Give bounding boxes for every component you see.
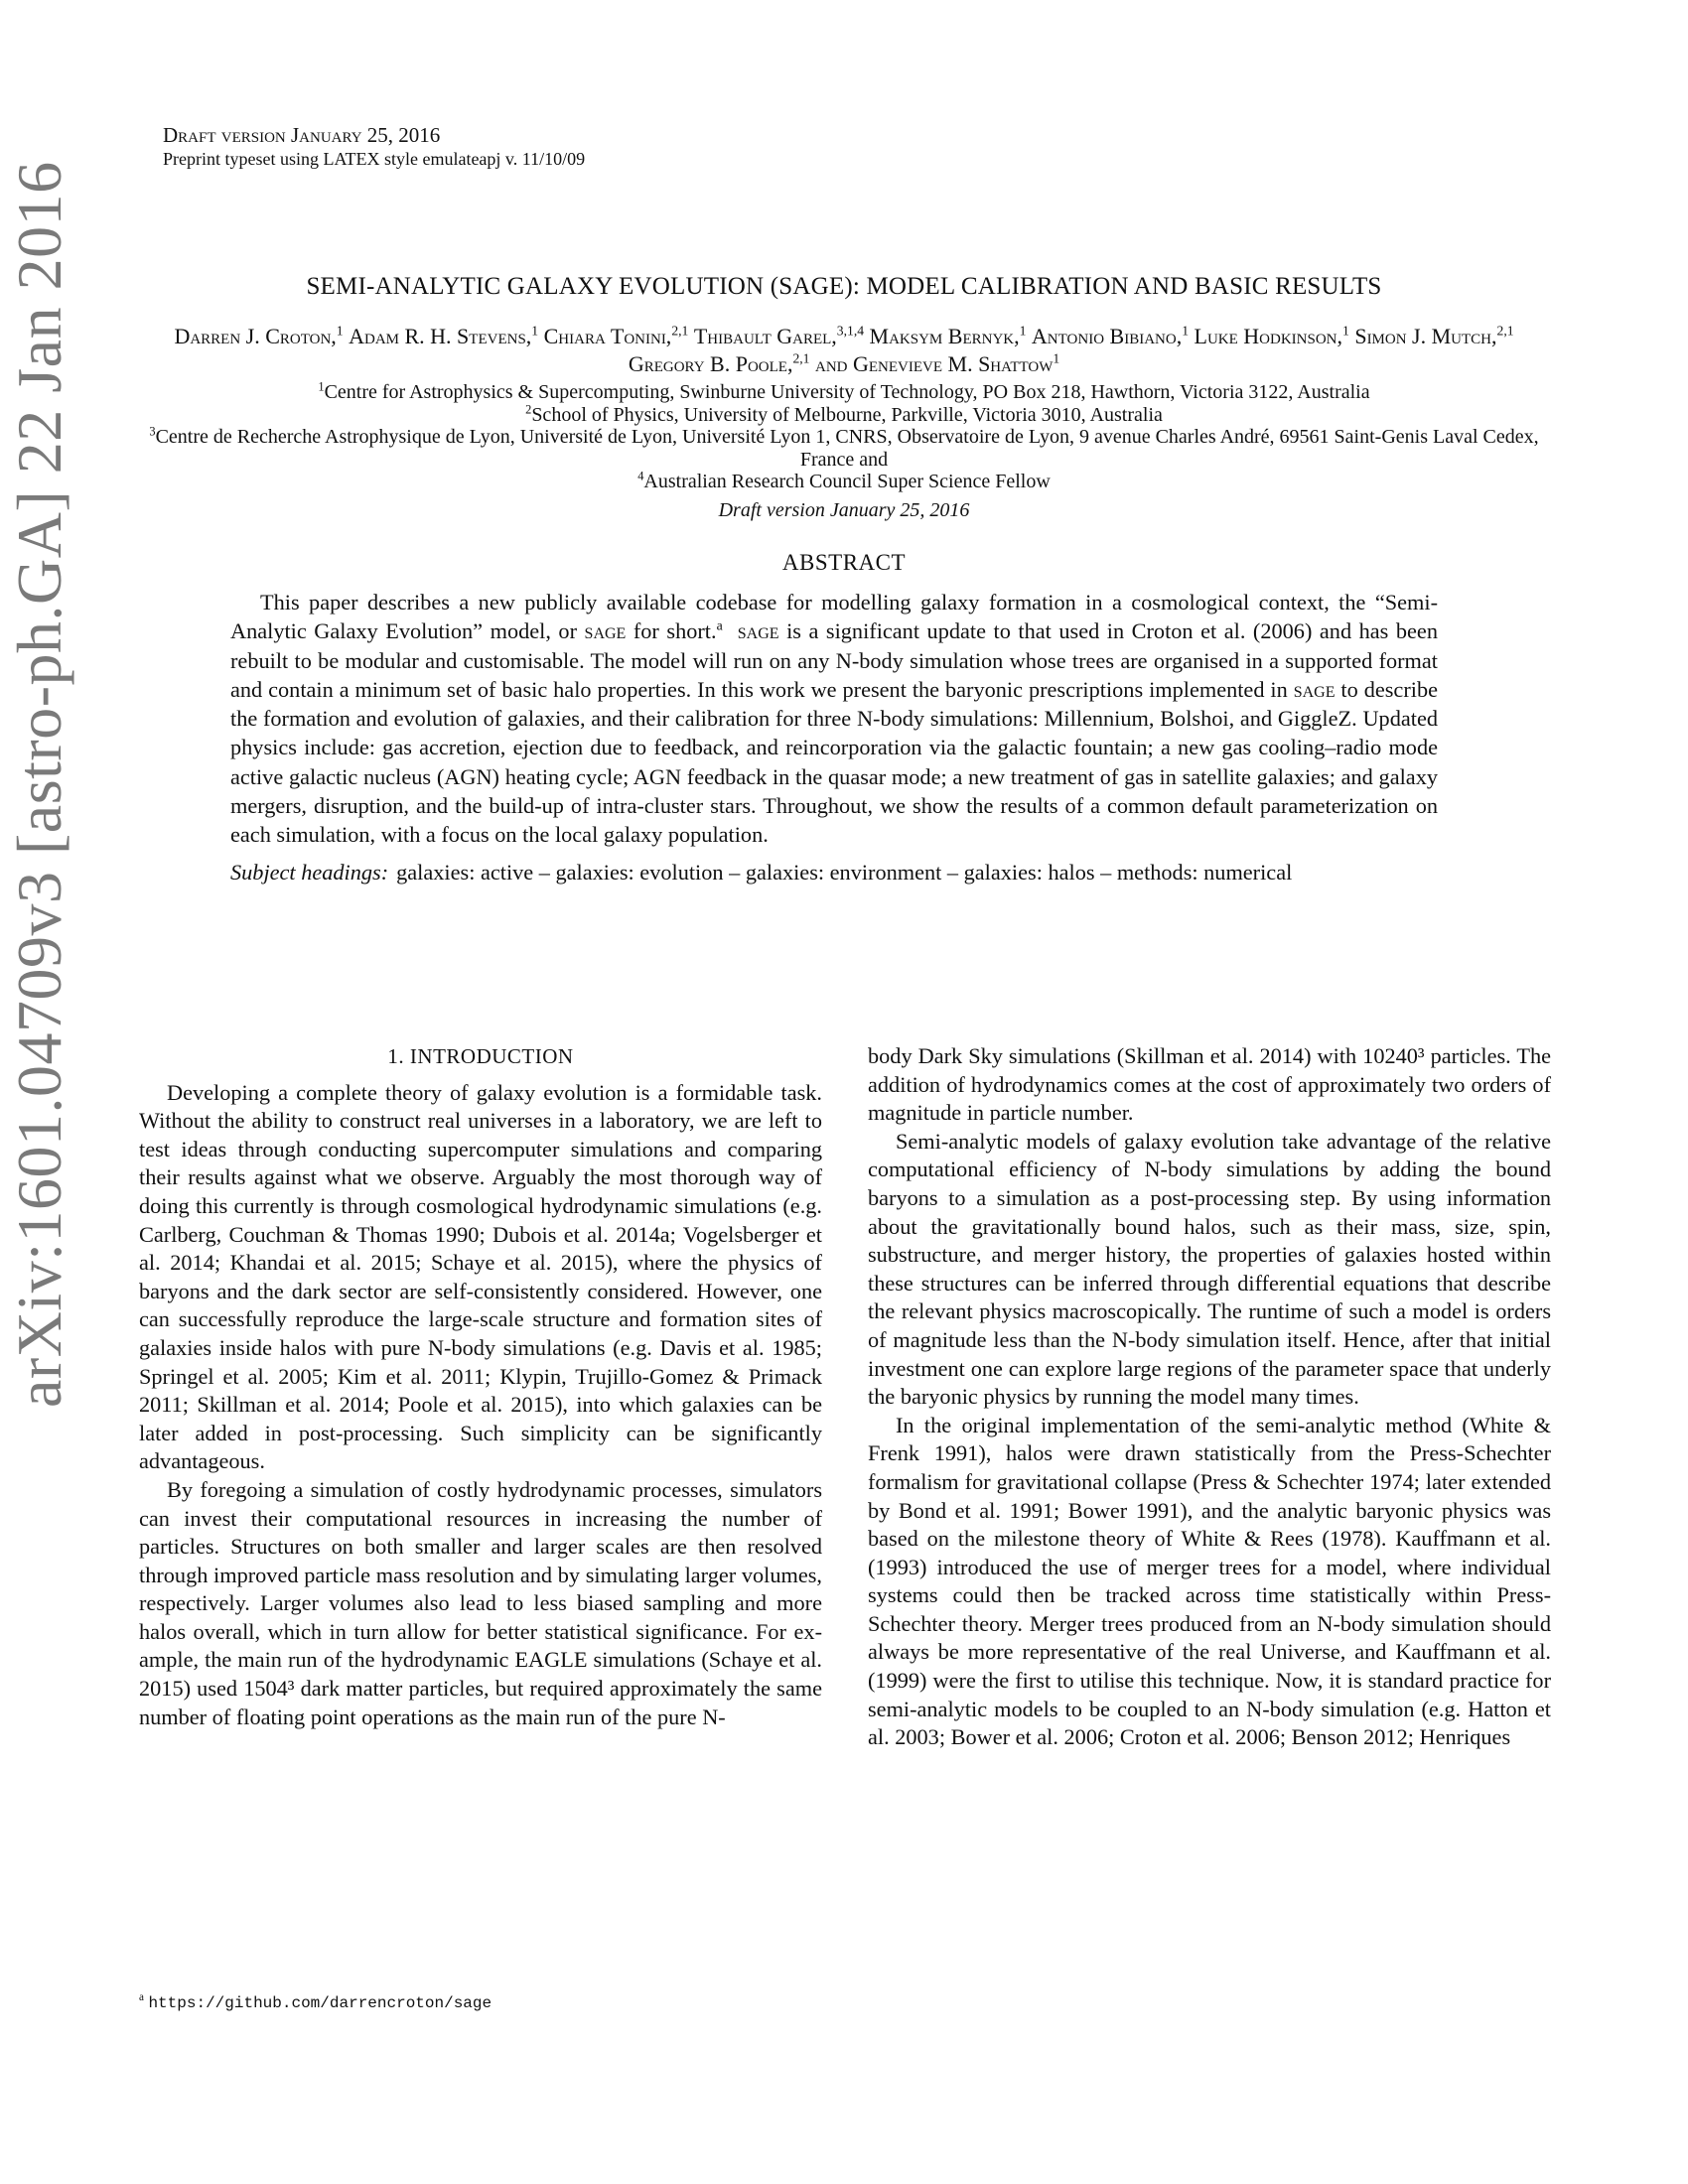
affiliation-marker: 1: [1342, 323, 1349, 339]
affiliation-number: 2: [525, 401, 532, 416]
body-paragraph: Developing a complete theory of galaxy evolution is a formidable task. Without the ability to construct real universes in a laboratory, we are left to test ideas through conducting supercomputer simulations and comparing their results against what we observe. Arguably the most thorough way of doing this currently is through cosmological hydrodynamic simulations (e.g. Carlberg, Couchman & Thomas 1990; Dubois et al. 2014a; Vogelsberger et al. 2014; Khandai et al. 2015; Schaye et al. 2015), where the physics of baryons and the dark sector are self-consistently considered. However, one can successfully reproduce the large-scale structure and formation sites of galaxies inside halos with pure N-body simulations (e.g. Davis et al. 1985; Springel et al. 2005; Kim et al. 2011; Klypin, Trujillo-Gomez & Primack 2011; Skillman et al. 2014; Poole et al. 2015), into which galaxies can be later added in post-processing. Such simplicity can be significantly advantageous.: [139, 1079, 822, 1474]
footnote-link[interactable]: https://github.com/darrencroton/sage: [148, 1994, 492, 2012]
affiliation-marker: 3,1,4: [836, 323, 865, 339]
affiliation-marker: 1: [1019, 323, 1027, 339]
arxiv-stamp: arXiv:1601.04709v3 [astro-ph.GA] 22 Jan 2016: [4, 161, 74, 1408]
author-name: Maksym Bernyk,: [869, 324, 1020, 348]
affiliation-number: 3: [149, 424, 156, 439]
sage-name: sage: [584, 618, 627, 644]
affiliation-marker: 2,1: [1496, 323, 1514, 339]
affiliation-marker: 1: [1182, 323, 1190, 339]
author-name: Luke Hodkinson,: [1194, 324, 1343, 348]
preprint-typeset-line: Preprint typeset using LATEX style emulateapj v. 11/10/09: [163, 149, 586, 169]
subject-headings-list: galaxies: active – galaxies: evolution – galaxies: environment – galaxies: halos – methods: numerical: [396, 859, 1293, 885]
draft-version-date: Draft version January 25, 2016: [718, 499, 970, 521]
subject-headings-label: Subject headings:: [230, 859, 389, 885]
abstract-text: for short.: [626, 618, 717, 644]
author-name: Genevieve M. Shattow: [852, 351, 1054, 376]
affiliation-number: 1: [318, 379, 325, 394]
abstract-text: to describe the formation and evolution of galaxies, and their calibration for three N-body simulations: Millennium, Bolshoi, and GiggleZ. Updated physics include: gas accretion, ejection due to feedback, and reincorporation via the galactic fountain; a new gas cooling–radio mode active galactic nucleus (AGN) heating cycle; AGN feedback in the quasar mode; a new treatment of gas in satellite galaxies; and galaxy mergers, disruption, and the build-up of intra-cluster stars. Throughout, we show the results of a common default parameterization on each simulation, with a focus on the local galaxy population.: [230, 676, 1438, 848]
body-paragraph: Semi-analytic models of galaxy evolution take advantage of the relative computational efficiency of N-body simulations by adding the bound baryons to a simulation as a post-processing step. By using information about the gravitationally bound halos, such as their mass, size, spin, substructure, and merger history, the properties of galaxies hosted within these structures can be inferred through differential equations that describe the relevant physics macroscopically. The runtime of such a model is orders of magnitude less than the N-body simulation itself. Hence, after that initial investment one can explore large regions of the parameter space that underly the baryonic physics by running the model many times.: [868, 1128, 1551, 1410]
author-name: Antonio Bibiano,: [1031, 324, 1183, 348]
affiliation-marker: 1: [1053, 350, 1060, 366]
affiliation-text: Centre de Recherche Astrophysique de Lyon, Université de Lyon, Université Lyon 1, CNRS, Observatoire de Lyon, 9 avenue Charles André, 69561 Saint-Genis Laval Cedex, France and: [155, 426, 1539, 471]
author-name: Gregory B. Poole,: [628, 351, 793, 376]
sage-name: sage: [737, 618, 779, 644]
left-column: [139, 1042, 822, 1731]
affiliations: [149, 381, 1539, 493]
author-list: [149, 323, 1539, 378]
affiliation-marker: 1: [336, 323, 344, 339]
abstract-heading: ABSTRACT: [781, 550, 907, 575]
affiliation-text: Centre for Astrophysics & Supercomputing, Swinburne University of Technology, PO Box 218, Hawthorn, Victoria 3122, Australia: [324, 381, 1370, 403]
author-name: Adam R. H. Stevens,: [349, 324, 532, 348]
footnote: [139, 1991, 492, 2012]
abstract-text: is a significant update to that used in Croton et al. (2006) and has been rebuilt to be modular and customisable. The model will run on any N-body simulation whose trees are organised in a supported format and contain a minimum set of basic halo properties. In this work we present the baryonic prescriptions implemented in: [230, 618, 1438, 702]
affiliation: [149, 401, 1539, 427]
affiliation-number: 4: [637, 469, 644, 483]
footnote-mark: a: [139, 1991, 144, 2003]
affiliation: [149, 381, 1539, 404]
draft-version-header: Draft version January 25, 2016: [163, 123, 441, 147]
author-name: Darren J. Croton,: [174, 324, 337, 348]
sage-name: sage: [1293, 676, 1336, 702]
section-heading-introduction: 1. INTRODUCTION: [387, 1044, 574, 1068]
author-name: Chiara Tonini,: [543, 324, 672, 348]
author-name: Simon J. Mutch,: [1354, 324, 1497, 348]
subject-headings: [230, 858, 1438, 887]
body-paragraph: body Dark Sky simulations (Skillman et al. 2014) with 10240³ particles. The addition of hydrodynamics comes at the cost of approximately two orders of magnitude in particle number.: [868, 1043, 1551, 1126]
body-paragraph: In the original implementation of the semi-analytic method (White & Frenk 1991), halos were drawn statistically from the Press-Schechter formalism for gravitational collapse (Press & Schechter 1974; later extended by Bond et al. 1991; Bower 1991), and the analytic baryonic physics was based on the milestone theory of White & Rees (1978). Kauffmann et al. (1993) introduced the use of merger trees for a model, where individual systems could then be tracked across time statistically within Press-Schechter theory. Merger trees produced from an N-body simulation should always be more representative of the real Universe, and Kauffmann et al. (1999) were the first to utilise this technique. Now, it is standard practice for semi-analytic models to be coupled to an N-body simulation (e.g. Hatton et al. 2003; Bower et al. 2006; Croton et al. 2006; Benson 2012; Henriques: [868, 1412, 1551, 1750]
affiliation-marker: 2,1: [792, 350, 810, 366]
abstract-body: [230, 588, 1438, 887]
affiliation: [149, 471, 1539, 493]
abstract-paragraph: [230, 588, 1438, 850]
paper-title: SEMI-ANALYTIC GALAXY EVOLUTION (SAGE): MODEL CALIBRATION AND BASIC RESULTS: [306, 273, 1382, 300]
right-column: [868, 1042, 1551, 1752]
abstract-text: This paper describes a new publicly available codebase for modelling galaxy formation in a cosmological context, the “Semi-Analytic Galaxy Evolution” model, or: [230, 590, 1438, 644]
affiliation: [149, 426, 1539, 471]
footnote-marker[interactable]: a: [716, 617, 723, 633]
affiliation-marker: 1: [531, 323, 539, 339]
author-name: Thibault Garel,: [693, 324, 837, 348]
affiliation-marker: 2,1: [671, 323, 689, 339]
author-name: and: [814, 351, 848, 376]
affiliation-text: School of Physics, University of Melbourne, Parkville, Victoria 3010, Australia: [531, 403, 1163, 426]
body-paragraph: By foregoing a simulation of costly hydrodynamic processes, simulators can invest their computational resources in increasing the number of particles. Structures on both smaller and larger scales are then resolved through improved particle mass resolution and by simulating larger volumes, respectively. Larger volumes also lead to less biased sampling and more halos overall, which in turn allow for better statistical significance. For example, the main run of the hydrodynamic EAGLE simulations (Schaye et al. 2015) used 1504³ dark matter particles, but required approximately the same number of floating point operations as the main run of the pure N-: [139, 1476, 822, 1729]
affiliation-text: Australian Research Council Super Science Fellow: [643, 471, 1051, 492]
